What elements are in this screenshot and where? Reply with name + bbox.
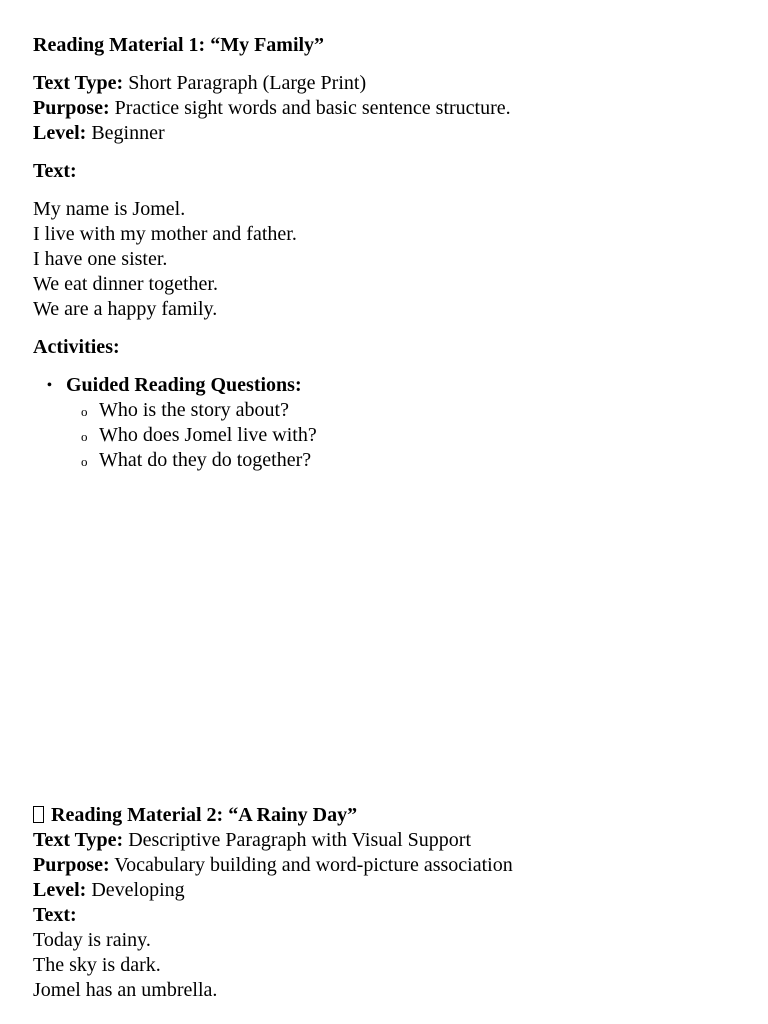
story-line: I live with my mother and father. (33, 223, 297, 245)
story-line: My name is Jomel. (33, 198, 186, 220)
bullet-dot-icon: • (47, 378, 52, 393)
level-value: Beginner (86, 122, 165, 144)
question-text: Who is the story about? (99, 399, 289, 421)
list-item (33, 373, 748, 398)
question-text: What do they do together? (99, 449, 312, 471)
text-type-label: Text Type: (33, 829, 124, 851)
story-line: I have one sister. (33, 248, 168, 270)
text-type-row (33, 71, 748, 96)
missing-glyph-icon (33, 806, 44, 823)
story-line: The sky is dark. (33, 954, 161, 976)
level-label: Level: (33, 122, 87, 144)
purpose-label: Purpose: (33, 97, 110, 119)
text-type-label: Text Type: (33, 72, 124, 94)
list-item (33, 398, 748, 423)
level-label: Level: (33, 879, 87, 901)
purpose-label: Purpose: (33, 854, 110, 876)
level-value: Developing (86, 879, 185, 901)
text-type-row (33, 828, 748, 853)
reading-material-2 (33, 803, 748, 1003)
story-line: We are a happy family. (33, 298, 218, 320)
text-type-value: Descriptive Paragraph with Visual Support (123, 829, 472, 851)
text-heading: Text: (33, 904, 77, 926)
list-item (33, 423, 748, 448)
story-line: We eat dinner together. (33, 273, 218, 295)
question-text: Who does Jomel live with? (99, 424, 317, 446)
section-2-title: Reading Material 2: “A Rainy Day” (51, 804, 358, 826)
story-line: Today is rainy. (33, 929, 151, 951)
text-heading: Text: (33, 160, 77, 182)
bullet-circle-icon: o (81, 454, 88, 469)
text-type-value: Short Paragraph (Large Print) (123, 72, 367, 94)
activities-heading: Activities: (33, 336, 120, 358)
story-text (33, 197, 748, 322)
bullet-circle-icon: o (81, 429, 88, 444)
purpose-value: Practice sight words and basic sentence structure. (109, 97, 511, 119)
story-line: Jomel has an umbrella. (33, 979, 218, 1001)
purpose-row (33, 853, 748, 878)
level-row (33, 878, 748, 903)
level-row (33, 121, 748, 146)
section-1-title: Reading Material 1: “My Family” (33, 34, 325, 56)
purpose-row (33, 96, 748, 121)
section-1-meta (33, 71, 748, 146)
activities-list (33, 373, 748, 473)
section-2-title-row (33, 803, 748, 828)
list-item (33, 448, 748, 473)
guided-questions-title: Guided Reading Questions: (66, 374, 302, 396)
reading-material-1 (33, 33, 748, 473)
bullet-circle-icon: o (81, 404, 88, 419)
purpose-value: Vocabulary building and word-picture association (109, 854, 513, 876)
